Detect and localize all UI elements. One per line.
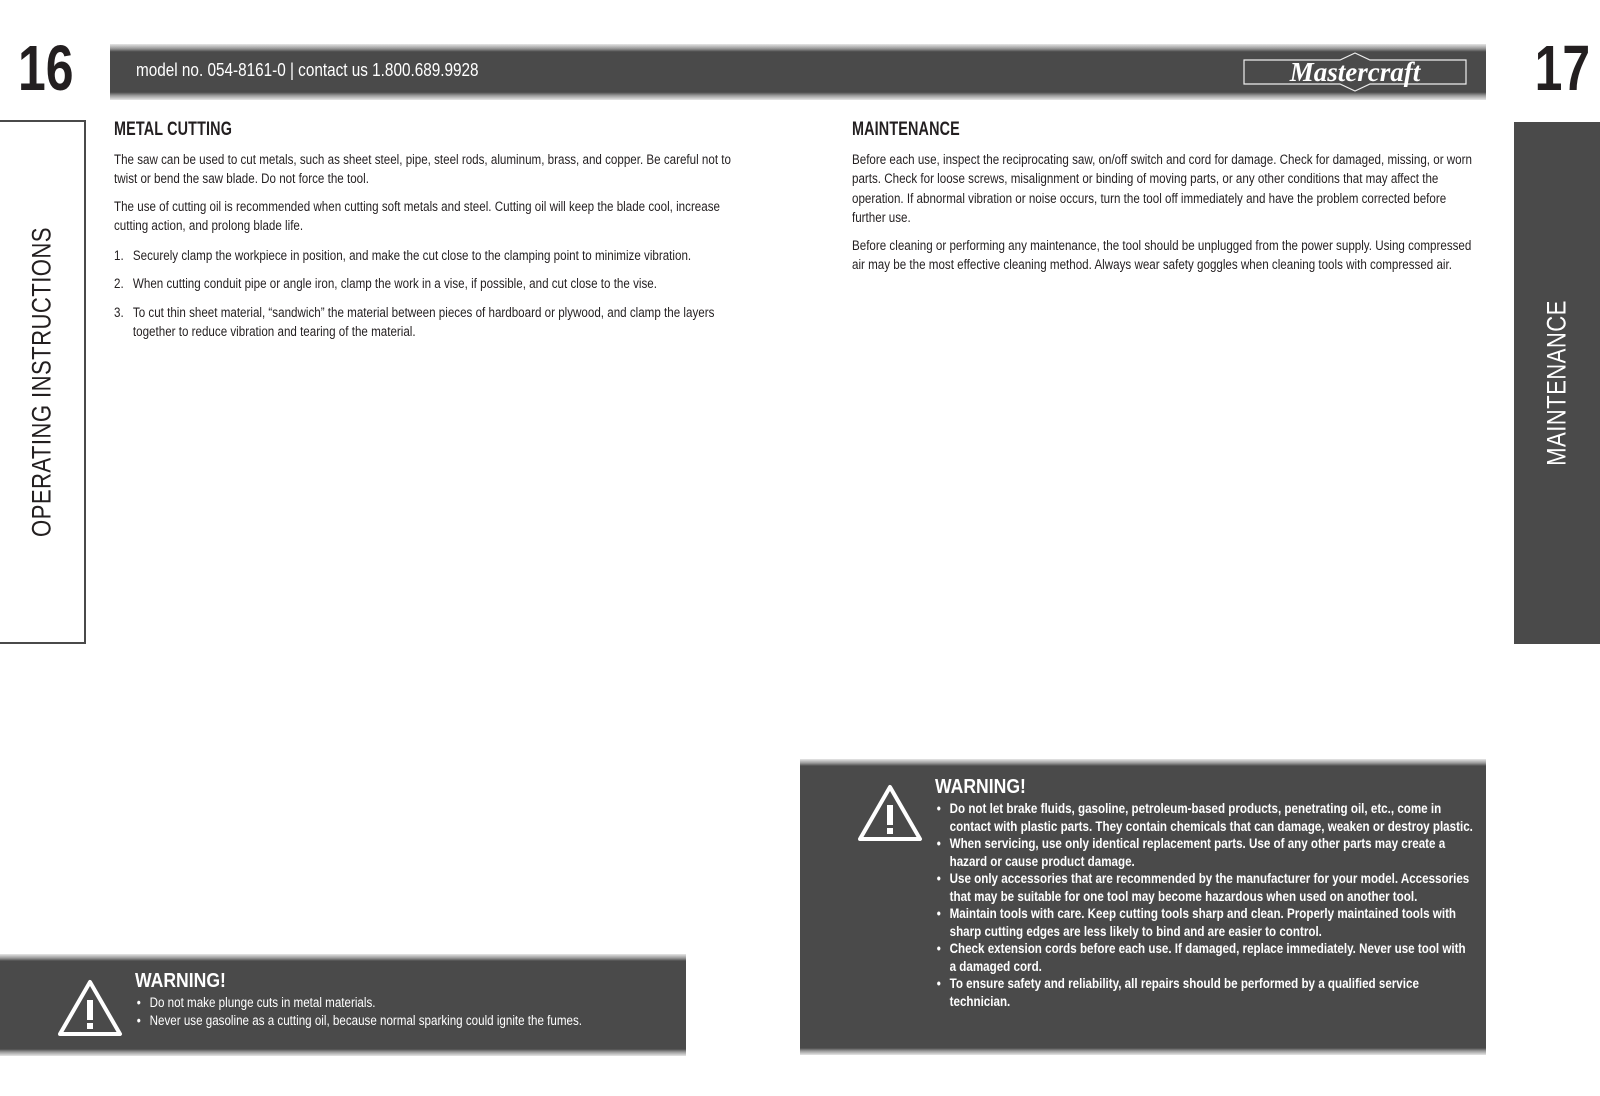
- bullet: •: [136, 1013, 141, 1028]
- metal-cutting-steps: [114, 246, 740, 342]
- step-number: 1.: [114, 247, 124, 263]
- maintenance-title: MAINTENANCE: [852, 119, 960, 140]
- warning-right-item-text: Check extension cords before each use. If damaged, replace immediately. Never use tool with a damaged cord.: [949, 941, 1466, 974]
- side-tab-maintenance: [1514, 122, 1600, 644]
- warning-left-body: [135, 970, 675, 1030]
- step-text: When cutting conduit pipe or angle iron, clamp the work in a vise, if possible, and cut close to the vise.: [132, 276, 657, 291]
- warning-box-right: [800, 759, 1486, 1055]
- warning-right-item-text: Use only accessories that are recommended by the manufacturer for your model. Accessories that may be suitable for one tool may become hazardous when used on another tool.: [949, 871, 1470, 904]
- header-model-contact: model no. 054-8161-0 | contact us 1.800.689.9928: [136, 60, 479, 80]
- warning-left-title: WARNING!: [135, 970, 226, 992]
- bullet: •: [136, 995, 141, 1010]
- step-text: To cut thin sheet material, “sandwich” the material between pieces of hardboard or plywood, and clamp the layers together to reduce vibration and tearing of the material.: [132, 304, 715, 339]
- page-number-left: 16: [18, 32, 74, 104]
- step-item: [114, 303, 740, 342]
- header-bar: [110, 44, 1486, 100]
- warning-right-body: [935, 776, 1475, 1010]
- warning-right-item: [935, 835, 1474, 870]
- bullet: •: [936, 941, 941, 956]
- metal-cutting-paragraph: The use of cutting oil is recommended when cutting soft metals and steel. Cutting oil will keep the blade cool, increase cutting action, and prolong blade life.: [114, 198, 720, 233]
- warning-right-item: [935, 800, 1474, 835]
- warning-box-left: [0, 954, 686, 1056]
- warning-right-item: [935, 870, 1474, 905]
- warning-right-item-text: Maintain tools with care. Keep cutting tools sharp and clean. Properly maintained tools with sharp cutting edges are less likely to bind and are easier to control.: [949, 906, 1457, 939]
- warning-left-list: [135, 994, 674, 1030]
- maintenance-section: [852, 120, 1474, 283]
- metal-cutting-section: [114, 120, 742, 351]
- page-number-right: 17: [1534, 32, 1590, 104]
- side-tab-right-label: MAINTENANCE: [1541, 300, 1572, 466]
- warning-left-item: [135, 994, 674, 1012]
- warning-right-item-text: Do not let brake fluids, gasoline, petroleum-based products, penetrating oil, etc., come in contact with plastic parts. They contain chemicals that can damage, weaken or destroy plastic.: [949, 801, 1473, 834]
- step-text: Securely clamp the workpiece in position, and make the cut close to the clamping point to minimize vibration.: [132, 247, 692, 263]
- warning-right-item-text: To ensure safety and reliability, all repairs should be performed by a qualified service technician.: [949, 976, 1419, 1009]
- bullet: •: [936, 976, 941, 991]
- warning-right-item: [935, 940, 1474, 975]
- metal-cutting-title: METAL CUTTING: [114, 119, 233, 140]
- step-number: 2.: [114, 276, 124, 291]
- warning-right-list: [935, 800, 1474, 1010]
- warning-triangle-icon: [56, 978, 124, 1038]
- side-tab-operating-instructions: [0, 120, 86, 644]
- step-item: [114, 274, 740, 294]
- svg-text:Mastercraft: Mastercraft: [1289, 57, 1421, 87]
- warning-right-item: [935, 975, 1474, 1010]
- step-number: 3.: [114, 304, 124, 320]
- side-tab-left-label: OPERATING INSTRUCTIONS: [26, 227, 57, 537]
- bullet: •: [936, 836, 941, 851]
- bullet: •: [936, 801, 941, 816]
- maintenance-paragraph: Before each use, inspect the reciprocating saw, on/off switch and cord for damage. Check for damaged, missing, or worn parts. Check for loose screws, misalignment or binding of moving parts, or any other conditions that may affect the operation. If abnormal vibration or noise occurs, turn the tool off immediately and have the problem corrected before further use.: [852, 151, 1472, 225]
- maintenance-paragraph: Before cleaning or performing any maintenance, the tool should be unplugged from the power supply. Using compressed air may be the most effective cleaning method. Always wear safety goggles when cleaning tools with compressed air.: [852, 237, 1472, 272]
- mastercraft-logo: [1240, 52, 1470, 92]
- warning-right-item: [935, 905, 1474, 940]
- warning-right-item-text: When servicing, use only identical replacement parts. Use of any other parts may create a hazard or cause product damage.: [949, 836, 1446, 869]
- bullet: •: [936, 871, 941, 886]
- metal-cutting-paragraph: The saw can be used to cut metals, such as sheet steel, pipe, steel rods, aluminum, brass, and copper. Be careful not to twist or bend the saw blade. Do not force the tool.: [114, 151, 731, 186]
- warning-left-item-text: Never use gasoline as a cutting oil, because normal sparking could ignite the fumes.: [149, 1013, 583, 1028]
- bullet: •: [936, 906, 941, 921]
- warning-left-item-text: Do not make plunge cuts in metal materials.: [149, 995, 376, 1010]
- warning-right-title: WARNING!: [935, 776, 1026, 798]
- step-item: [114, 246, 740, 266]
- warning-left-item: [135, 1012, 674, 1030]
- warning-triangle-icon: [856, 783, 924, 843]
